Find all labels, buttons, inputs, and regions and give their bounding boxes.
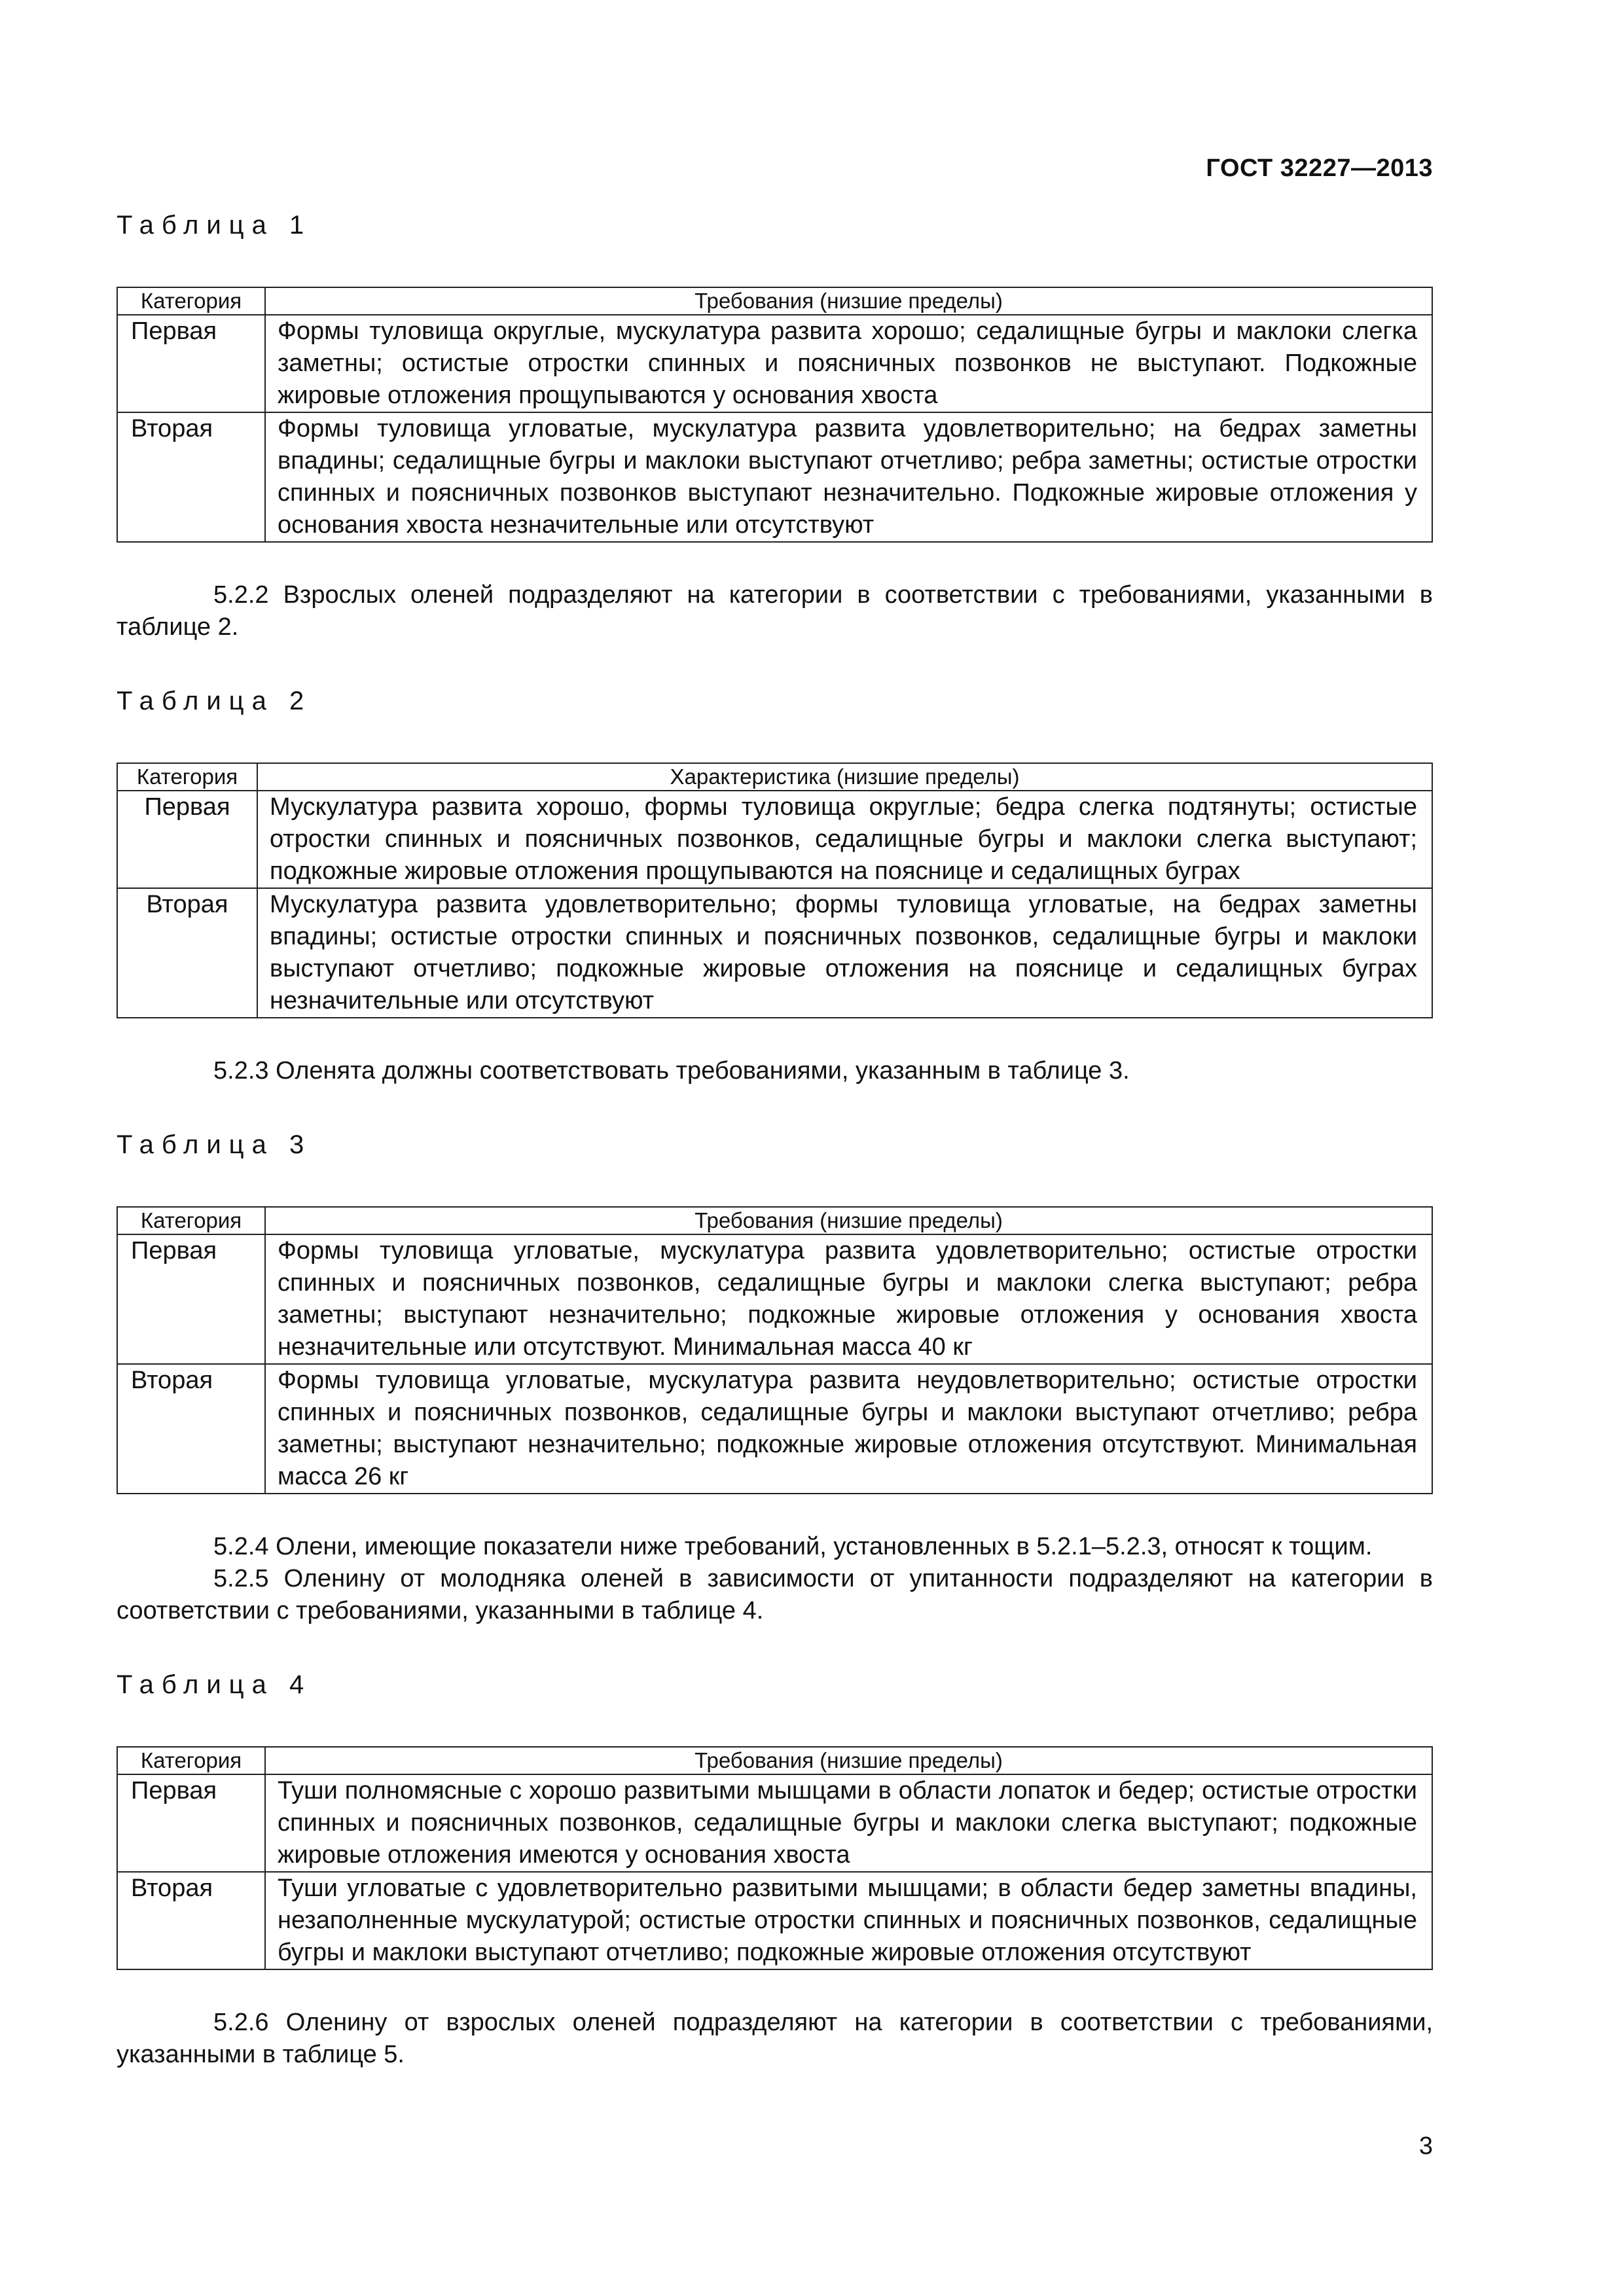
column-header-characteristics: Характеристика (низшие пределы) <box>257 763 1432 791</box>
description-cell: Мускулатура развита удовлетворительно; формы туловища угловатые, на бедрах заметны впадины; остистые отростки спинных и поясничных позвонков, седалищные бугры и маклоки выступают отчетливо; подкожные жировые отложения на пояснице и седалищных буграх незначительные или отсутствуют <box>257 888 1432 1018</box>
table-caption <box>117 211 1433 243</box>
table-3 <box>117 1206 1433 1494</box>
paragraph-5-2-2: 5.2.2 Взрослых оленей подразделяют на категории в соответствии с требованиями, указанными в таблице 2. <box>117 581 1433 641</box>
table-row <box>117 888 1432 1018</box>
column-header-category: Категория <box>117 1207 265 1234</box>
table-caption <box>117 1130 1433 1163</box>
table-header-row <box>117 1207 1432 1234</box>
description-cell: Туши угловатые с удовлетворительно развитыми мышцами; в области бедер заметны впадины, незаполненные мускулатурой; остистые отростки спинных и поясничных позвонков, седалищные бугры и маклоки выступают отчетливо; подкожные жировые отложения отсутствуют <box>265 1872 1432 1969</box>
table-caption <box>117 1670 1433 1703</box>
table-label: Таблица <box>117 211 274 240</box>
table-1 <box>117 287 1433 543</box>
category-cell: Первая <box>117 791 257 888</box>
paragraph-5-2-6: 5.2.6 Оленину от взрослых оленей подразделяют на категории в соответствии с требованиями, указанными в таблице 5. <box>117 2009 1433 2068</box>
page-number: 3 <box>1418 2132 1433 2160</box>
category-cell: Вторая <box>117 1364 265 1494</box>
paragraph-5-2-4: 5.2.4 Олени, имеющие показатели ниже требований, установленных в 5.2.1–5.2.3, относят к тощим. <box>213 1533 1373 1560</box>
table-row <box>117 412 1432 542</box>
category-cell: Вторая <box>117 888 257 1018</box>
table-number: 2 <box>289 687 312 715</box>
table-row <box>117 1364 1432 1494</box>
table-row <box>117 1774 1432 1872</box>
table-header-row <box>117 763 1432 791</box>
table-label: Таблица <box>117 687 274 715</box>
standard-header: ГОСТ 32227—2013 <box>1206 154 1433 182</box>
column-header-category: Категория <box>117 287 265 315</box>
description-cell: Формы туловища округлые, мускулатура развита хорошо; седалищные бугры и маклоки слегка заметны; остистые отростки спинных и поясничных позвонков не выступают. Подкожные жировые отложения прощупываются у основания хвоста <box>265 315 1432 412</box>
column-header-requirements: Требования (низшие пределы) <box>265 287 1432 315</box>
table-number: 3 <box>289 1130 312 1159</box>
column-header-category: Категория <box>117 1747 265 1774</box>
table-label: Таблица <box>117 1670 274 1699</box>
description-cell: Туши полномясные с хорошо развитыми мышцами в области лопаток и бедер; остистые отростки спинных и поясничных позвонков, седалищные бугры и маклоки слегка выступают; подкожные жировые отложения имеются у основания хвоста <box>265 1774 1432 1872</box>
category-cell: Первая <box>117 1234 265 1364</box>
table-label: Таблица <box>117 1130 274 1159</box>
table-number: 1 <box>289 211 312 240</box>
description-cell: Формы туловища угловатые, мускулатура развита неудовлетворительно; остистые отростки спинных и поясничных позвонков, седалищные бугры и маклоки выступают отчетливо; ребра заметны; выступают незначительно; подкожные жировые отложения отсутствуют. Минимальная масса 26 кг <box>265 1364 1432 1494</box>
paragraph-5-2-3: 5.2.3 Оленята должны соответствовать требованиями, указанным в таблице 3. <box>213 1057 1130 1085</box>
table-header-row <box>117 287 1432 315</box>
column-header-category: Категория <box>117 763 257 791</box>
category-cell: Первая <box>117 315 265 412</box>
description-cell: Мускулатура развита хорошо, формы туловища округлые; бедра слегка подтянуты; остистые отростки спинных и поясничных позвонков, седалищные бугры и маклоки слегка выступают; подкожные жировые отложения прощупываются на пояснице и седалищных буграх <box>257 791 1432 888</box>
description-cell: Формы туловища угловатые, мускулатура развита удовлетворительно; остистые отростки спинных и поясничных позвонков, седалищные бугры и маклоки слегка выступают; ребра заметны; выступают незначительно; подкожные жировые отложения у основания хвоста незначительные или отсутствуют. Минимальная масса 40 кг <box>265 1234 1432 1364</box>
category-cell: Вторая <box>117 1872 265 1969</box>
table-row <box>117 791 1432 888</box>
column-header-requirements: Требования (низшие пределы) <box>265 1747 1432 1774</box>
table-row <box>117 1872 1432 1969</box>
table-header-row <box>117 1747 1432 1774</box>
table-row <box>117 1234 1432 1364</box>
table-caption <box>117 687 1433 719</box>
table-row <box>117 315 1432 412</box>
paragraph-5-2-5: 5.2.5 Оленину от молодняка оленей в зависимости от упитанности подразделяют на категории в соответствии с требованиями, указанными в таблице 4. <box>117 1565 1433 1624</box>
table-2 <box>117 762 1433 1018</box>
table-number: 4 <box>289 1670 312 1699</box>
column-header-requirements: Требования (низшие пределы) <box>265 1207 1432 1234</box>
description-cell: Формы туловища угловатые, мускулатура развита удовлетворительно; на бедрах заметны впадины; седалищные бугры и маклоки выступают отчетливо; ребра заметны; остистые отростки спинных и поясничных позвонков выступают незначительно. Подкожные жировые отложения у основания хвоста незначительные или отсутствуют <box>265 412 1432 542</box>
category-cell: Первая <box>117 1774 265 1872</box>
page-content <box>117 211 1433 2114</box>
table-4 <box>117 1746 1433 1970</box>
category-cell: Вторая <box>117 412 265 542</box>
